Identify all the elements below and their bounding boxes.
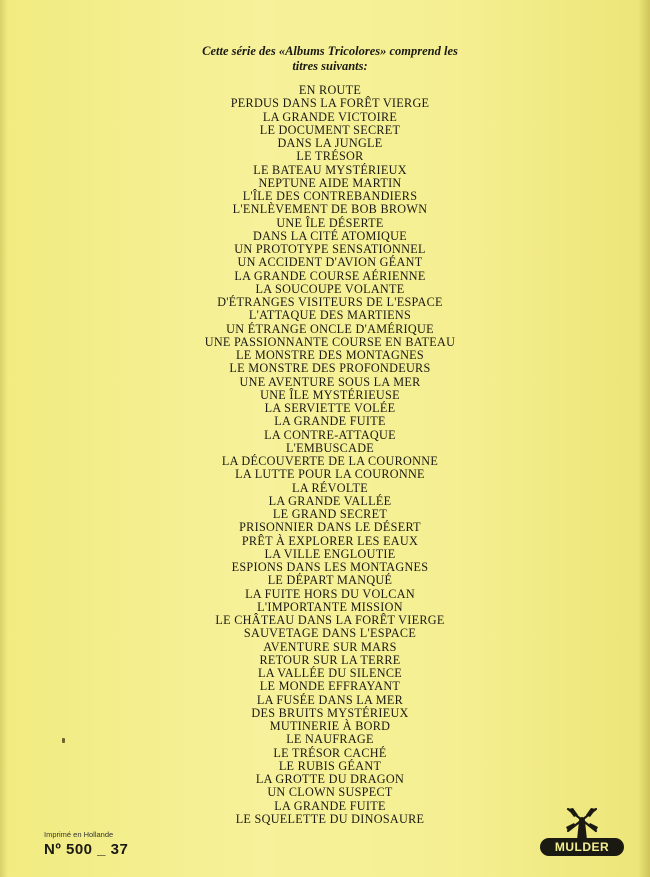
title-item: L'IMPORTANTE MISSION [257, 599, 403, 614]
title-item: LE TRÉSOR CACHÉ [273, 745, 387, 760]
intro-line-1: Cette série des «Albums Tricolores» comprend les [202, 44, 458, 58]
title-item: AVENTURE SUR MARS [263, 639, 397, 654]
title-item: LA CONTRE-ATTAQUE [264, 427, 396, 442]
title-item: LA GRANDE VALLÉE [268, 493, 392, 508]
title-item: LE MONSTRE DES PROFONDEURS [229, 361, 431, 376]
title-item: ESPIONS DANS LES MONTAGNES [231, 560, 429, 574]
intro-line-2: titres suivants: [292, 59, 368, 73]
title-item: LA LUTTE POUR LA COURONNE [235, 467, 425, 482]
paper-edge-right [638, 0, 650, 877]
title-item: PRISONNIER DANS LE DÉSERT [239, 520, 421, 535]
publisher-name: MULDER [540, 838, 624, 856]
title-item: LE BATEAU MYSTÉRIEUX [253, 162, 407, 177]
title-item: SAUVETAGE DANS L'ESPACE [243, 626, 417, 641]
title-item: LA DÉCOUVERTE DE LA COURONNE [221, 454, 439, 468]
title-item: L'ÎLE DES CONTREBANDIERS [242, 189, 418, 203]
title-list [150, 84, 510, 826]
title-item: PERDUS DANS LA FORÊT VIERGE [230, 96, 430, 111]
title-item: UNE ÎLE MYSTÉRIEUSE [260, 387, 400, 402]
title-item: NEPTUNE AIDE MARTIN [258, 175, 402, 190]
title-item: MUTINERIE À BORD [269, 719, 391, 733]
windmill-icon [562, 806, 602, 840]
title-item: LE MONDE EFFRAYANT [259, 679, 401, 694]
title-item: LA GROTTE DU DRAGON [255, 772, 405, 786]
title-item: LE MONSTRE DES MONTAGNES [235, 348, 425, 362]
title-item: LE TRÉSOR [296, 149, 364, 164]
title-item: L'ATTAQUE DES MARTIENS [248, 308, 412, 323]
title-item: DES BRUITS MYSTÉRIEUX [251, 705, 409, 720]
title-item: LE SQUELETTE DU DINOSAURE [235, 811, 425, 826]
title-item: LA SOUCOUPE VOLANTE [255, 281, 405, 296]
title-item: LA FUITE HORS DU VOLCAN [245, 586, 415, 601]
print-speck [62, 738, 65, 743]
title-item: LA FUSÉE DANS LA MER [256, 692, 404, 707]
catalog-number: Nº 500 _ 37 [44, 841, 129, 858]
title-item: UNE ÎLE DÉSERTE [276, 215, 384, 230]
title-item: LA SERVIETTE VOLÉE [264, 401, 396, 415]
title-item: LA RÉVOLTE [291, 480, 368, 495]
title-item: UN ACCIDENT D'AVION GÉANT [237, 255, 423, 270]
title-item: LA VALLÉE DU SILENCE [257, 666, 402, 680]
title-item: LE GRAND SECRET [272, 507, 388, 521]
title-item: L'EMBUSCADE [285, 440, 375, 455]
title-item: UN ÉTRANGE ONCLE D'AMÉRIQUE [226, 321, 434, 336]
publisher-logo [540, 806, 624, 858]
title-item: LA VILLE ENGLOUTIE [264, 546, 396, 561]
title-item: L'ENLÈVEMENT DE BOB BROWN [232, 202, 428, 217]
series-intro [150, 44, 510, 74]
imprint-note: Imprimé en Hollande [44, 830, 114, 839]
title-item: RETOUR SUR LA TERRE [259, 652, 401, 667]
title-item: UN PROTOTYPE SENSATIONNEL [234, 242, 426, 256]
title-item: LA GRANDE FUITE [274, 414, 386, 429]
title-item: PRÊT À EXPLORER LES EAUX [241, 533, 419, 548]
title-item: DANS LA JUNGLE [277, 136, 383, 150]
title-item: LE NAUFRAGE [286, 732, 374, 747]
title-item: LA GRANDE COURSE AÉRIENNE [234, 268, 426, 283]
title-item: LA GRANDE FUITE [274, 798, 386, 813]
title-item: UN CLOWN SUSPECT [267, 785, 393, 800]
title-item: EN ROUTE [298, 83, 362, 97]
title-item: DANS LA CITÉ ATOMIQUE [252, 228, 408, 243]
title-item: UNE PASSIONNANTE COURSE EN BATEAU [204, 334, 456, 349]
title-item: LE DÉPART MANQUÉ [267, 573, 393, 588]
title-item: LA GRANDE VICTOIRE [262, 109, 398, 124]
title-item: LE RUBIS GÉANT [278, 758, 382, 773]
title-item: D'ÉTRANGES VISITEURS DE L'ESPACE [217, 295, 443, 309]
title-item: LE CHÂTEAU DANS LA FORÊT VIERGE [215, 613, 445, 627]
title-item: UNE AVENTURE SOUS LA MER [239, 374, 421, 389]
title-item: LE DOCUMENT SECRET [259, 122, 401, 137]
paper-edge-left [0, 0, 8, 877]
